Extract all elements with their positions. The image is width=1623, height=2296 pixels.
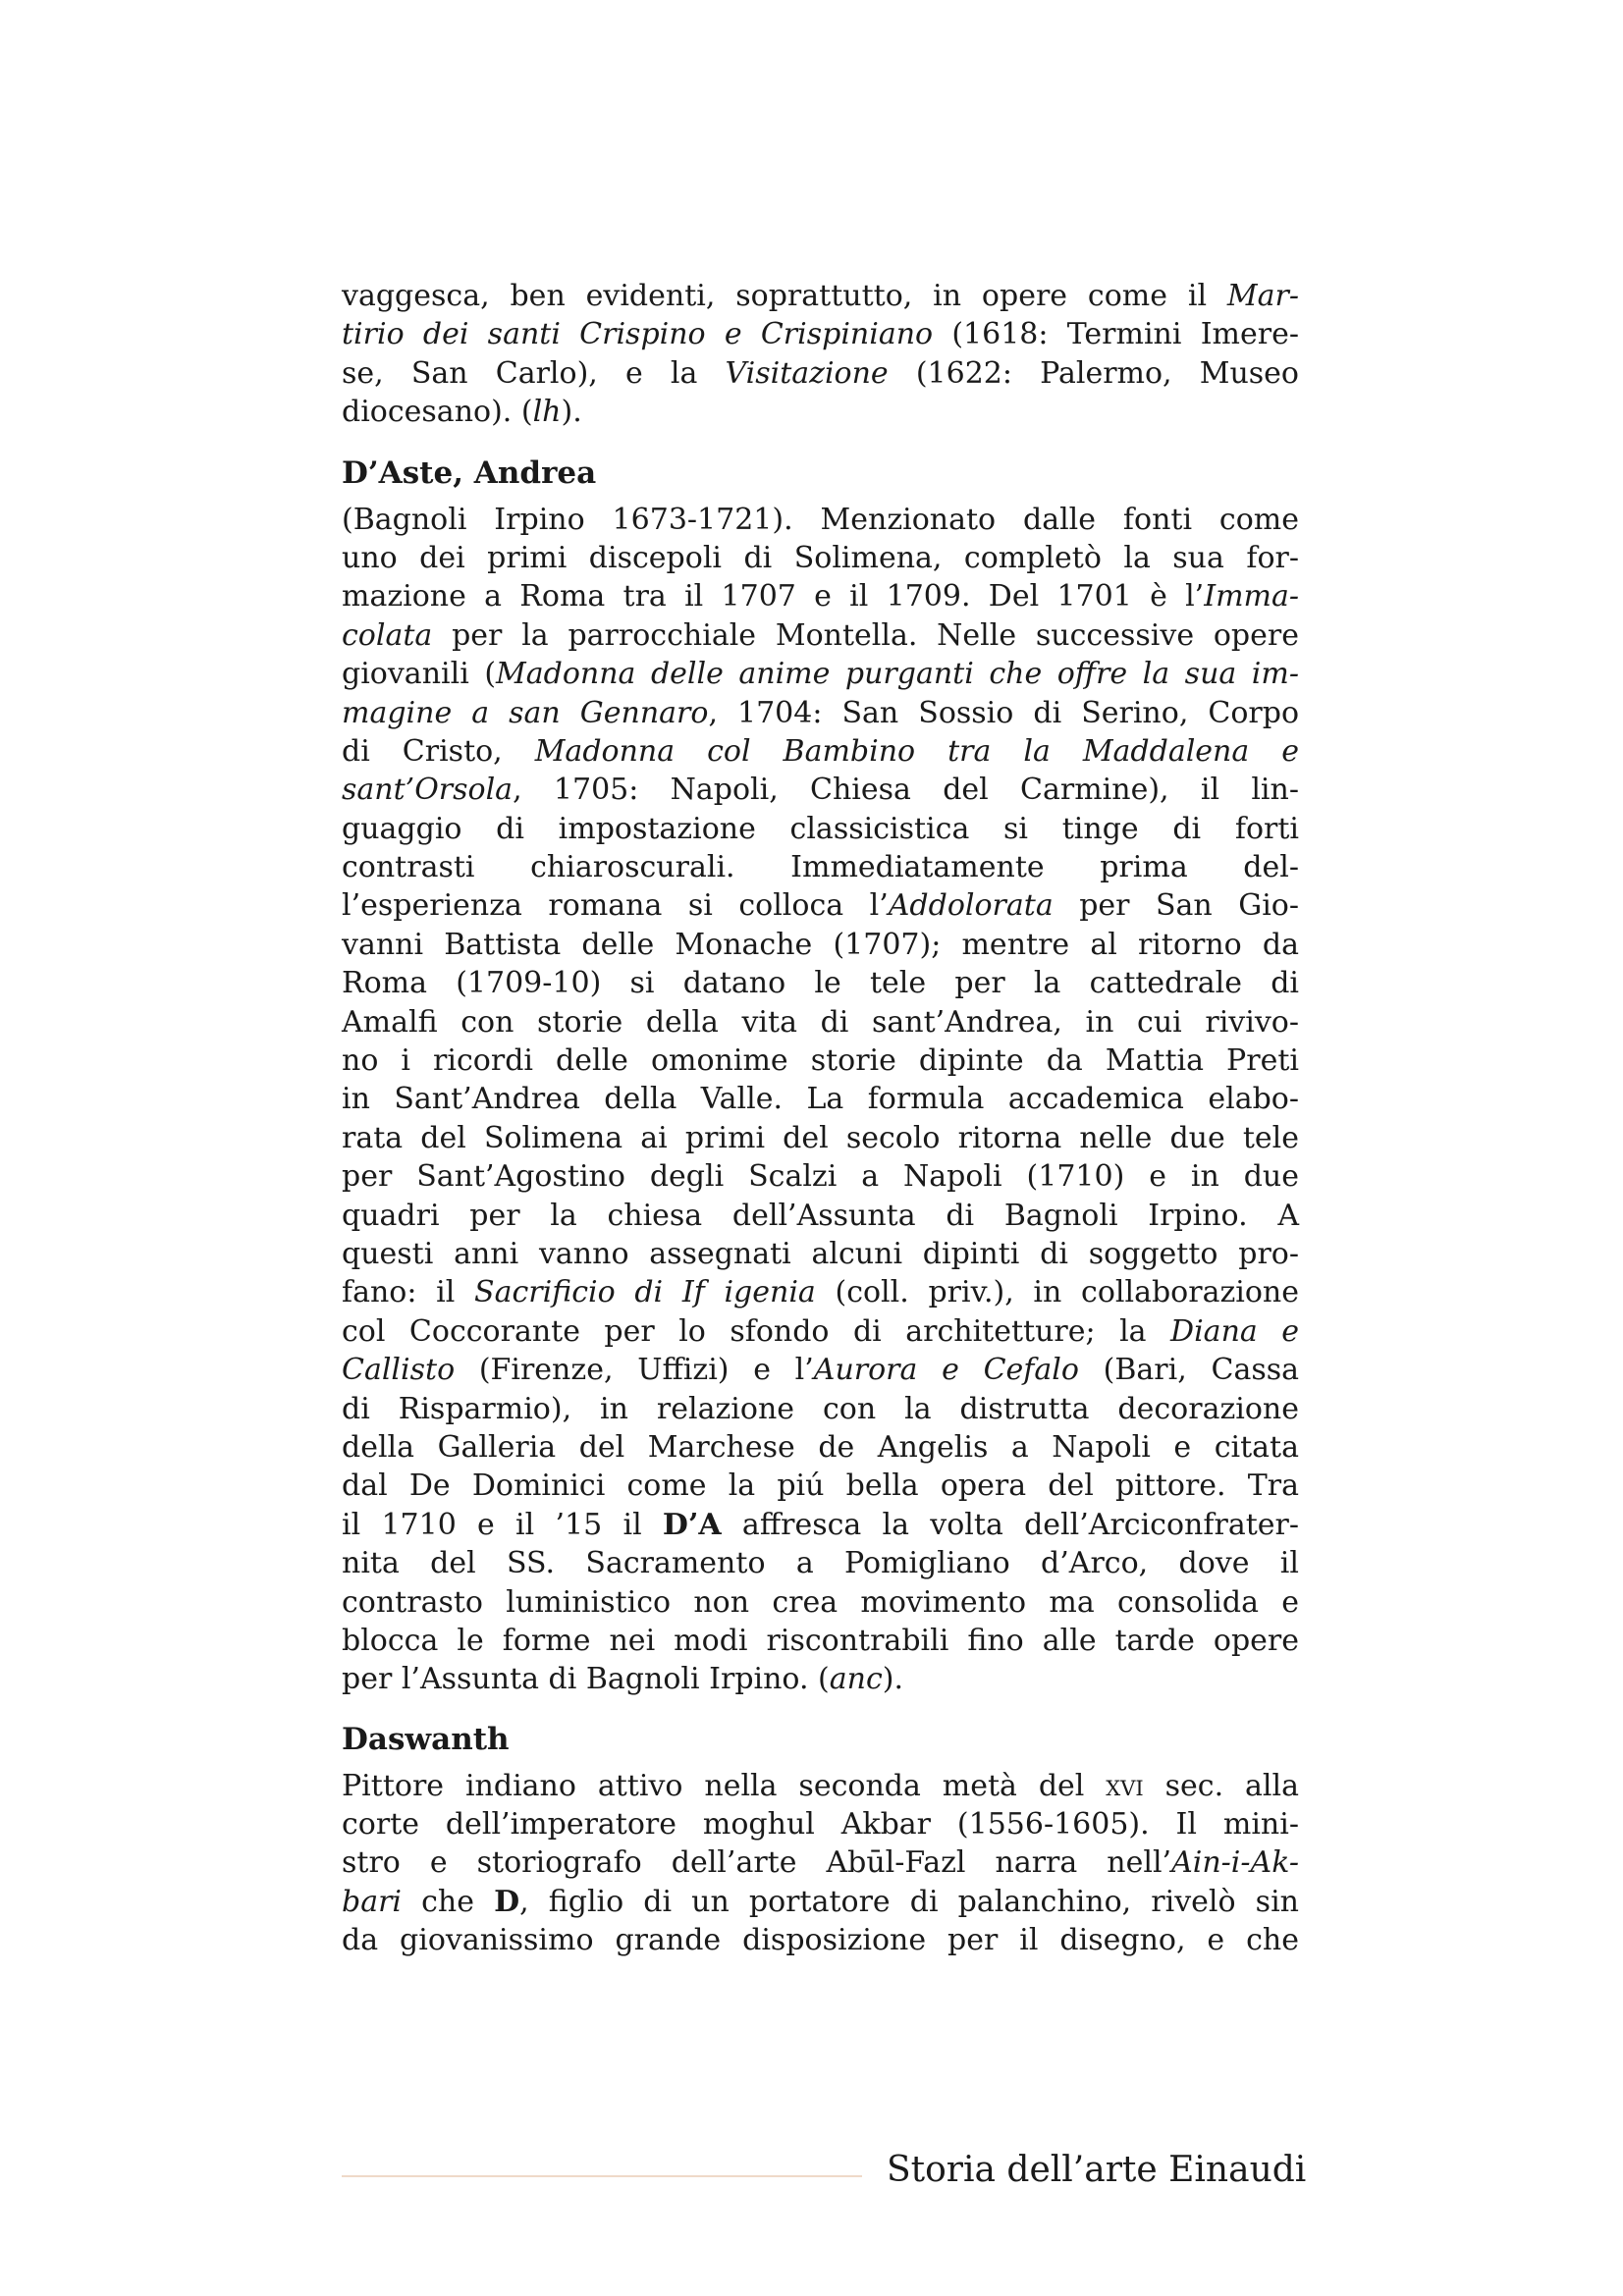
text-line: questi anni vanno assegnati alcuni dipinti di soggetto pro- bbox=[342, 1236, 1299, 1271]
text-line: (Bagnoli Irpino 1673-1721). Menzionato dalle fonti come bbox=[342, 502, 1299, 537]
text-run: per San Gio- bbox=[1053, 888, 1299, 924]
text-line bbox=[342, 315, 1299, 353]
text-run: (coll. priv.), in collaborazione bbox=[815, 1275, 1299, 1310]
text-line: Amalfi con storie della vita di sant’Andrea, in cui rivivo- bbox=[342, 1004, 1299, 1040]
italic-run: Imma- bbox=[1204, 579, 1299, 614]
small-caps-run: xvi bbox=[1106, 1768, 1144, 1803]
italic-run: Diana e bbox=[1170, 1313, 1299, 1349]
text-run: per la parrocchiale Montella. Nelle successive opere bbox=[432, 617, 1299, 653]
text-run: per l’Assunta di Bagnoli Irpino. ( bbox=[342, 1662, 830, 1697]
text-run: (1618: Termini Imere- bbox=[933, 317, 1299, 352]
text-run: vaggesca, ben evidenti, soprattutto, in opere come il bbox=[342, 279, 1227, 313]
entry-heading: Daswanth bbox=[342, 1721, 510, 1757]
text-run: , 1704: San Sossio di Serino, Corpo bbox=[708, 695, 1300, 730]
text-line bbox=[342, 1506, 1299, 1544]
paragraph-continuation bbox=[342, 277, 1299, 432]
italic-run: Callisto bbox=[342, 1353, 456, 1388]
text-line: contrasti chiaroscurali. Immediatamente prima del- bbox=[342, 850, 1299, 885]
text-run: (Firenze, Uffizi) e l’ bbox=[455, 1353, 814, 1388]
footer-title: Storia dell’arte Einaudi bbox=[887, 2150, 1307, 2190]
italic-run: colata bbox=[342, 617, 433, 653]
bold-run: D’A bbox=[662, 1507, 722, 1542]
text-run: affresca la volta dell’Arciconfrater- bbox=[721, 1507, 1299, 1542]
text-run: , 1705: Napoli, Chiesa del Carmine), il lin- bbox=[513, 773, 1299, 808]
italic-run: lh bbox=[532, 395, 562, 430]
text-line: corte dell’imperatore moghul Akbar (1556-1605). Il mini- bbox=[342, 1807, 1299, 1842]
text-line: contrasto luministico non crea movimento ma consolida e bbox=[342, 1584, 1299, 1620]
italic-run: anc bbox=[829, 1662, 883, 1697]
text-line: Roma (1709-10) si datano le tele per la cattedrale di bbox=[342, 966, 1299, 1001]
text-run: che bbox=[402, 1884, 495, 1919]
text-line bbox=[342, 1883, 1299, 1921]
text-line bbox=[342, 354, 1299, 393]
text-line: da giovanissimo grande disposizione per il disegno, e che bbox=[342, 1923, 1299, 1958]
text-line bbox=[342, 694, 1299, 732]
text-run: (1622: Palermo, Museo bbox=[888, 355, 1299, 391]
text-line bbox=[342, 1273, 1299, 1311]
text-run: l’esperienza romana si colloca l’ bbox=[342, 888, 889, 924]
text-line: di Risparmio), in relazione con la distrutta decorazione bbox=[342, 1391, 1299, 1426]
text-line bbox=[342, 1351, 1299, 1389]
text-line: guaggio di impostazione classicistica si tinge di forti bbox=[342, 811, 1299, 846]
text-line bbox=[342, 1312, 1299, 1351]
italic-run: Visitazione bbox=[725, 355, 889, 391]
text-run: ). bbox=[882, 1662, 904, 1697]
text-run: (Bari, Cassa bbox=[1078, 1353, 1300, 1388]
text-line bbox=[342, 732, 1299, 771]
entry-body bbox=[342, 1767, 1299, 1960]
text-line: rata del Solimena ai primi del secolo ritorna nelle due tele bbox=[342, 1120, 1299, 1155]
text-line: uno dei primi discepoli di Solimena, completò la sua for- bbox=[342, 540, 1299, 575]
text-run: sec. alla bbox=[1143, 1768, 1299, 1803]
italic-run: bari bbox=[342, 1884, 403, 1919]
text-line bbox=[342, 655, 1299, 693]
italic-run: Aurora e Cefalo bbox=[813, 1353, 1079, 1388]
text-line: blocca le forme nei modi riscontrabili fino alle tarde opere bbox=[342, 1623, 1299, 1658]
text-run: stro e storiografo dell’arte Abūl-Fazl narra nell’ bbox=[342, 1845, 1172, 1881]
italic-run: magine a san Gennaro bbox=[342, 695, 709, 730]
text-run: col Coccorante per lo sfondo di architetture; la bbox=[342, 1313, 1171, 1349]
italic-run: tirio dei santi Crispino e Crispiniano bbox=[342, 317, 934, 352]
italic-run: Mar- bbox=[1226, 279, 1299, 313]
text-run: ). bbox=[561, 395, 582, 430]
italic-run: Madonna delle anime purganti che offre la sua im- bbox=[496, 657, 1299, 692]
text-line bbox=[342, 393, 1299, 431]
italic-run: Sacrificio di If igenia bbox=[474, 1275, 816, 1310]
text-run: se, San Carlo), e la bbox=[342, 355, 726, 391]
text-run: giovanili ( bbox=[342, 657, 497, 692]
text-line: quadri per la chiesa dell’Assunta di Bagnoli Irpino. A bbox=[342, 1198, 1299, 1233]
italic-run: sant’Orsola bbox=[342, 773, 514, 808]
italic-run: Addolorata bbox=[888, 888, 1054, 924]
italic-run: Ain-i-Ak- bbox=[1171, 1845, 1299, 1881]
text-run: il 1710 e il ’15 il bbox=[342, 1507, 663, 1542]
text-line: in Sant’Andrea della Valle. La formula accademica elabo- bbox=[342, 1082, 1299, 1117]
text-line: nita del SS. Sacramento a Pomigliano d’Arco, dove il bbox=[342, 1546, 1299, 1581]
text-line: per Sant’Agostino degli Scalzi a Napoli (1710) e in due bbox=[342, 1159, 1299, 1195]
text-line: vanni Battista delle Monache (1707); mentre al ritorno da bbox=[342, 927, 1299, 962]
text-line: no i ricordi delle omonime storie dipinte da Mattia Preti bbox=[342, 1043, 1299, 1079]
text-line bbox=[342, 771, 1299, 809]
text-line bbox=[342, 1767, 1299, 1805]
text-line bbox=[342, 616, 1299, 655]
text-run: Pittore indiano attivo nella seconda metà del bbox=[342, 1768, 1107, 1803]
text-line bbox=[342, 577, 1299, 615]
text-run: , figlio di un portatore di palanchino, rivelò sin bbox=[519, 1884, 1299, 1919]
italic-run: Madonna col Bambino tra la Maddalena e bbox=[534, 733, 1300, 769]
page-body bbox=[342, 277, 1299, 1960]
text-run: di Cristo, bbox=[342, 733, 535, 769]
text-line bbox=[342, 886, 1299, 925]
text-line bbox=[342, 277, 1299, 315]
bold-run: D bbox=[494, 1884, 520, 1919]
text-line bbox=[342, 1843, 1299, 1882]
text-run: fano: il bbox=[342, 1275, 475, 1310]
text-line bbox=[342, 1660, 1299, 1698]
entry-body bbox=[342, 501, 1299, 1699]
text-line: dal De Dominici come la piú bella opera del pittore. Tra bbox=[342, 1468, 1299, 1504]
text-run: diocesano). ( bbox=[342, 395, 533, 430]
footer-rule bbox=[342, 2175, 862, 2177]
entry-heading: D’Aste, Andrea bbox=[342, 454, 597, 491]
text-run: mazione a Roma tra il 1707 e il 1709. Del 1701 è l’ bbox=[342, 579, 1205, 614]
text-line: della Galleria del Marchese de Angelis a Napoli e citata bbox=[342, 1429, 1299, 1465]
